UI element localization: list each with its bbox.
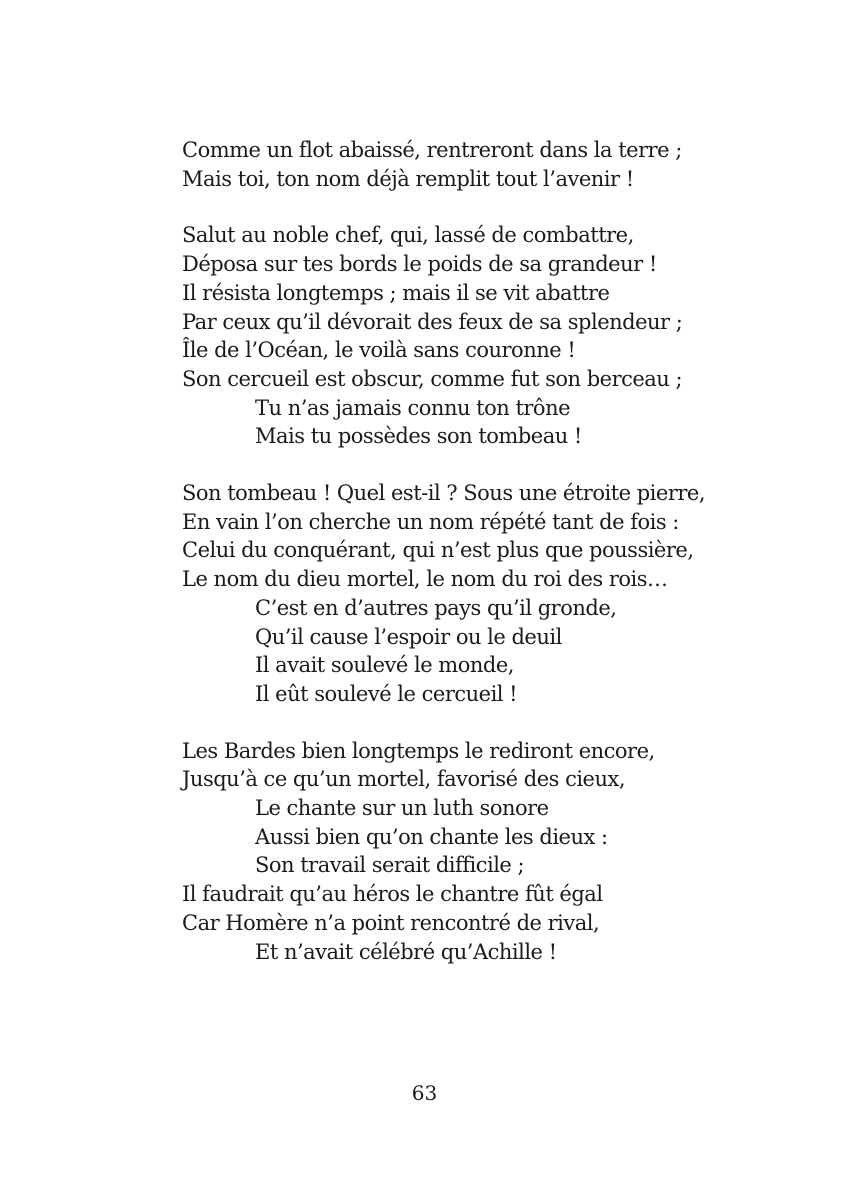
poem-line-indented: Tu n’as jamais connu ton trône (255, 395, 571, 420)
poem-line: Déposa sur tes bords le poids de sa grandeur ! (182, 252, 657, 277)
stanza (182, 737, 802, 967)
page-number: 63 (411, 1081, 438, 1105)
poem-line-indented: Le chante sur un luth sonore (255, 796, 549, 821)
poem-line-indented: C’est en d’autres pays qu’il gronde, (255, 595, 617, 620)
poem-line: Comme un flot abaissé, rentreront dans la terre ; (182, 138, 682, 162)
poem-body (182, 136, 802, 994)
poem-line-indented: Mais tu possèdes son tombeau ! (255, 424, 582, 449)
poem-line: Son cercueil est obscur, comme fut son berceau ; (182, 366, 683, 391)
poem-line-indented: Son travail serait difficile ; (255, 853, 525, 878)
poem-line: En vain l’on cherche un nom répété tant de fois : (182, 509, 679, 534)
stanza (182, 136, 802, 193)
poem-line: Son tombeau ! Quel est-il ? Sous une étroite pierre, (182, 481, 706, 506)
poem-line: Les Bardes bien longtemps le rediront encore, (182, 738, 655, 763)
poem-line: Salut au noble chef, qui, lassé de combattre, (182, 223, 634, 248)
poem-line-indented: Il avait soulevé le monde, (255, 653, 514, 678)
poem-line: Île de l’Océan, le voilà sans couronne ! (182, 338, 576, 363)
stanza (182, 221, 802, 451)
poem-line: Jusqu’à ce qu’un mortel, favorisé des cieux, (182, 767, 626, 792)
poem-line: Le nom du dieu mortel, le nom du roi des rois… (182, 567, 668, 592)
poem-line: Mais toi, ton nom déjà remplit tout l’avenir ! (182, 166, 634, 191)
poem-line-indented: Qu’il cause l’espoir ou le deuil (255, 624, 562, 649)
stanza (182, 479, 802, 709)
poem-line-indented: Et n’avait célébré qu’Achille ! (255, 939, 557, 964)
poem-line-indented: Il eût soulevé le cercueil ! (255, 681, 518, 706)
poem-line: Il résista longtemps ; mais il se vit abattre (182, 280, 610, 305)
poem-line: Car Homère n’a point rencontré de rival, (182, 910, 600, 935)
poem-line: Il faudrait qu’au héros le chantre fût égal (182, 882, 603, 907)
poem-line: Par ceux qu’il dévorait des feux de sa splendeur ; (182, 309, 683, 334)
poem-line: Celui du conquérant, qui n’est plus que poussière, (182, 538, 694, 563)
poem-line-indented: Aussi bien qu’on chante les dieux : (255, 824, 608, 849)
